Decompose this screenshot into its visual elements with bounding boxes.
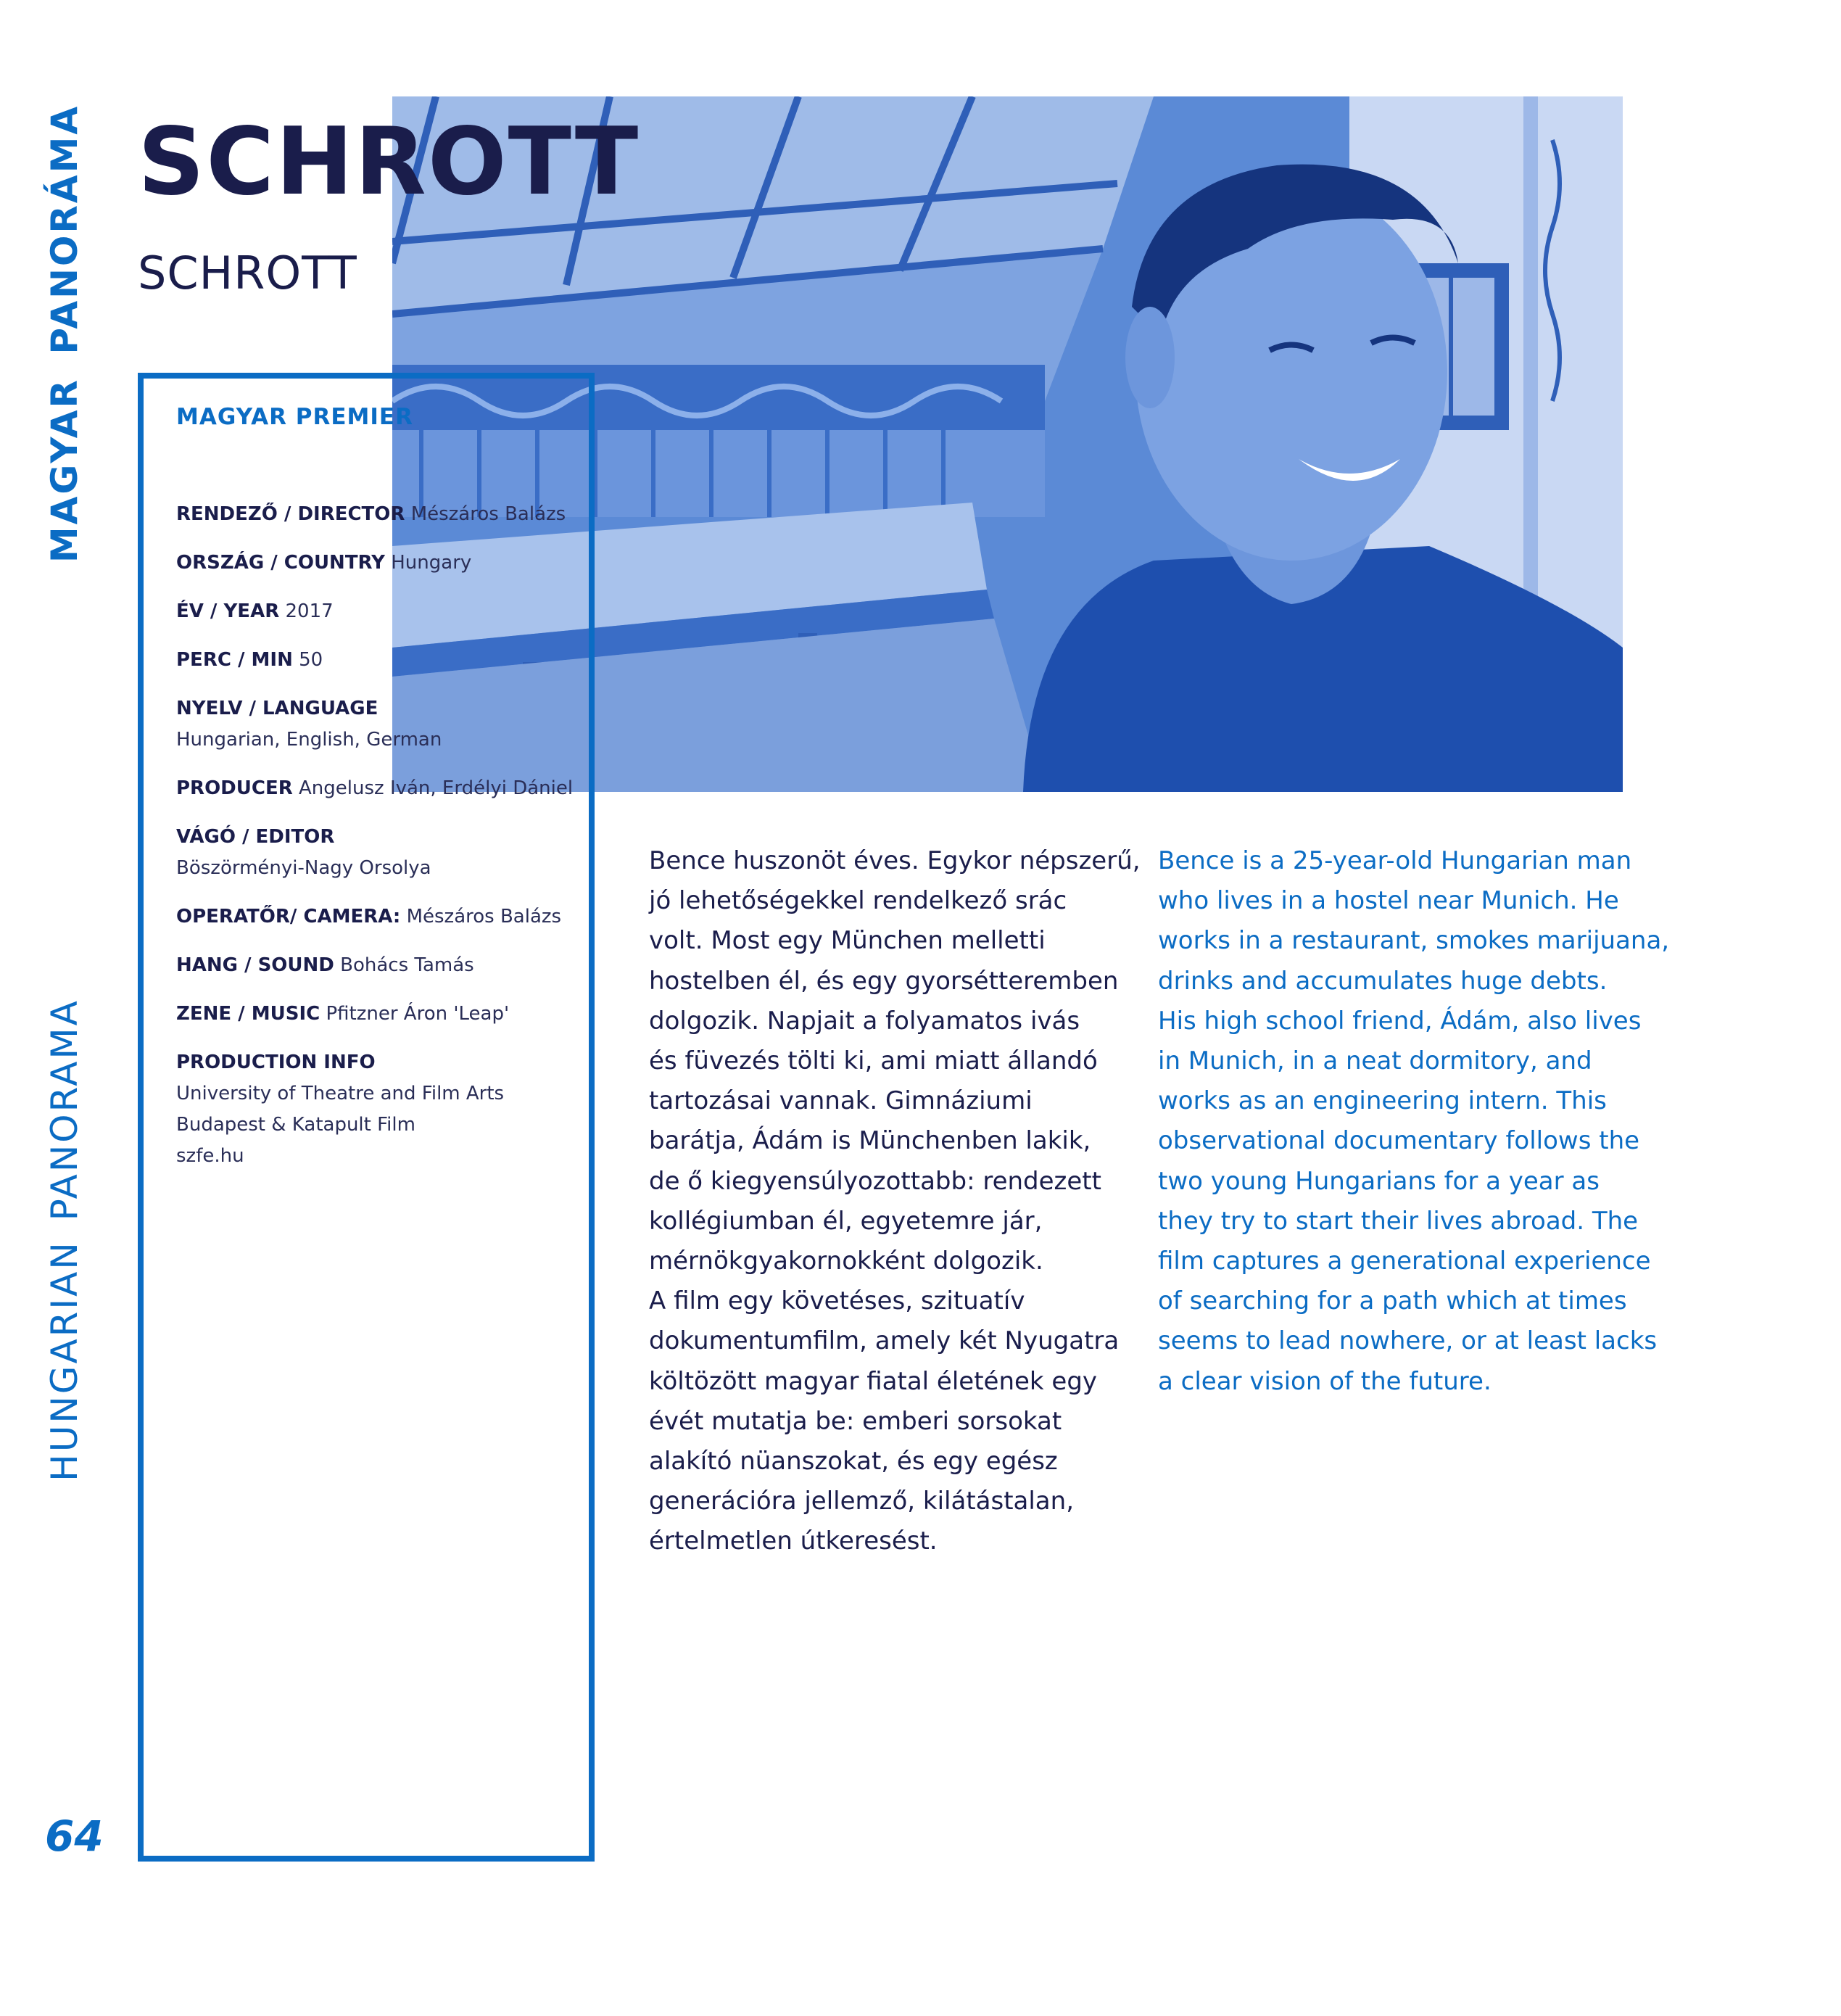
- synopsis-line: they try to start their lives abroad. The: [1158, 1206, 1639, 1236]
- credit-language: [176, 693, 626, 756]
- production-website: szfe.hu: [176, 1145, 244, 1167]
- synopsis-line: drinks and accumulates huge debts.: [1158, 966, 1608, 996]
- premiere-label: MAGYAR PREMIER: [176, 404, 413, 430]
- synopsis-line: költözött magyar fiatal életének egy: [649, 1366, 1098, 1396]
- synopsis-line: kollégiumban él, egyetemre jár,: [649, 1206, 1043, 1236]
- synopsis-english: [1158, 841, 1670, 1402]
- credit-label: PERC / MIN: [176, 649, 293, 671]
- synopsis-line: volt. Most egy München melletti: [649, 926, 1046, 956]
- synopsis-line: in Munich, in a neat dormitory, and: [1158, 1046, 1592, 1076]
- credit-editor: [176, 822, 626, 884]
- section-label-hu-text: MAGYAR PANORÁMA: [44, 104, 86, 563]
- production-line-1: University of Theatre and Film Arts: [176, 1083, 505, 1104]
- synopsis-line: jó lehetőségekkel rendelkező srác: [649, 886, 1067, 916]
- credit-label: PRODUCTION INFO: [176, 1052, 376, 1073]
- synopsis-line: A film egy követéses, szituatív: [649, 1286, 1025, 1316]
- credit-production-info: [176, 1047, 626, 1172]
- synopsis-line: film captures a generational experience: [1158, 1247, 1651, 1276]
- credit-value: Bohács Tamás: [340, 954, 474, 976]
- credit-label: VÁGÓ / EDITOR: [176, 826, 335, 848]
- credit-value: Mészáros Balázs: [410, 503, 566, 525]
- page-number: 64: [45, 1811, 104, 1861]
- synopsis-line: évét mutatja be: emberi sorsokat: [649, 1406, 1062, 1436]
- synopsis-line: barátja, Ádám is Münchenben lakik,: [649, 1126, 1091, 1156]
- credit-label: NYELV / LANGUAGE: [176, 698, 378, 719]
- synopsis-hungarian: [649, 841, 1141, 1562]
- synopsis-line: two young Hungarians for a year as: [1158, 1166, 1600, 1196]
- credit-producer: [176, 773, 626, 804]
- synopsis-line: seems to lead nowhere, or at least lacks: [1158, 1326, 1658, 1356]
- credit-value: 50: [299, 649, 323, 671]
- credit-label: RENDEZŐ / DIRECTOR: [176, 503, 405, 525]
- synopsis-line: who lives in a hostel near Munich. He: [1158, 886, 1619, 916]
- synopsis-line: és füvezés tölti ki, ami miatt állandó: [649, 1046, 1098, 1076]
- credit-value: 2017: [285, 600, 334, 622]
- synopsis-line: de ő kiegyensúlyozottabb: rendezett: [649, 1166, 1101, 1196]
- synopsis-line: a clear vision of the future.: [1158, 1366, 1492, 1396]
- section-label-en-text: HUNGARIAN PANORAMA: [44, 999, 86, 1482]
- credit-label: ORSZÁG / COUNTRY: [176, 552, 385, 574]
- synopsis-line: dokumentumfilm, amely két Nyugatra: [649, 1326, 1120, 1356]
- synopsis-line: works in a restaurant, smokes marijuana,: [1158, 926, 1670, 956]
- credit-label: ZENE / MUSIC: [176, 1003, 320, 1025]
- credits-list: [176, 499, 626, 1189]
- credit-director: [176, 499, 626, 530]
- credit-camera: [176, 901, 626, 933]
- credit-year: [176, 596, 626, 627]
- synopsis-line: Bence is a 25-year-old Hungarian man: [1158, 846, 1632, 875]
- credit-label: PRODUCER: [176, 777, 293, 799]
- credit-value: Hungarian, English, German: [176, 729, 442, 751]
- film-original-title: SCHROTT: [138, 247, 357, 299]
- credit-value: Pfitzner Áron 'Leap': [326, 1003, 510, 1025]
- credit-value: Mészáros Balázs: [406, 906, 562, 928]
- credit-sound: [176, 950, 626, 981]
- synopsis-line: alakító nüanszokat, és egy egész: [649, 1447, 1058, 1476]
- credit-label: OPERATŐR/ CAMERA:: [176, 906, 401, 928]
- credit-value: Böszörményi-Nagy Orsolya: [176, 857, 431, 879]
- section-label-hu: [44, 104, 86, 563]
- credit-music: [176, 999, 626, 1030]
- synopsis-line: observational documentary follows the: [1158, 1126, 1640, 1156]
- credit-value: Hungary: [391, 552, 472, 574]
- credit-label: ÉV / YEAR: [176, 600, 280, 622]
- synopsis-line: generációra jellemző, kilátástalan,: [649, 1487, 1075, 1516]
- film-title: SCHROTT: [138, 108, 640, 216]
- credit-country: [176, 548, 626, 579]
- synopsis-line: értelmetlen útkeresést.: [649, 1527, 938, 1556]
- synopsis-line: tartozásai vannak. Gimnáziumi: [649, 1086, 1033, 1116]
- credit-value: Angelusz Iván, Erdélyi Dániel: [299, 777, 574, 799]
- synopsis-line: His high school friend, Ádám, also lives: [1158, 1006, 1642, 1036]
- credit-minutes: [176, 645, 626, 676]
- synopsis-line: of searching for a path which at times: [1158, 1286, 1627, 1316]
- section-label-en: [45, 993, 84, 1487]
- production-line-2: Budapest & Katapult Film: [176, 1114, 415, 1136]
- synopsis-line: Bence huszonöt éves. Egykor népszerű,: [649, 846, 1141, 875]
- credit-label: HANG / SOUND: [176, 954, 334, 976]
- synopsis-line: dolgozik. Napjait a folyamatos ivás: [649, 1006, 1080, 1036]
- synopsis-line: mérnökgyakornokként dolgozik.: [649, 1247, 1043, 1276]
- synopsis-line: works as an engineering intern. This: [1158, 1086, 1607, 1116]
- synopsis-line: hostelben él, és egy gyorsétteremben: [649, 966, 1119, 996]
